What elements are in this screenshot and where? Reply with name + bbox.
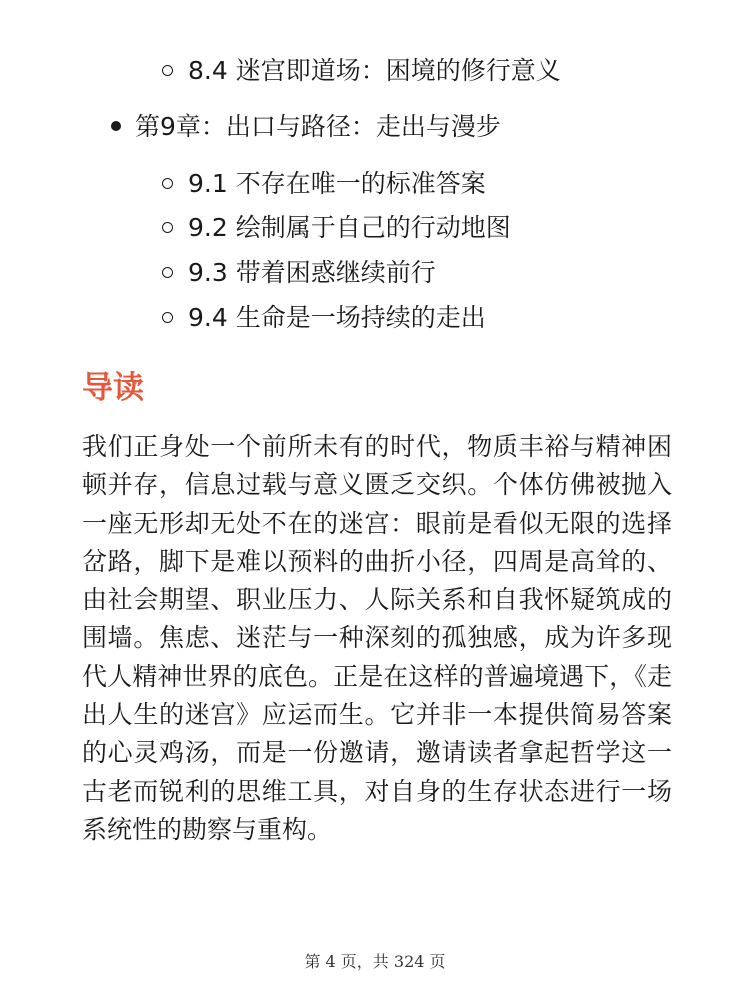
hollow-circle-bullet-icon	[162, 312, 173, 323]
toc-section-9-3	[162, 256, 436, 290]
filled-circle-bullet-icon	[111, 121, 121, 131]
toc-section-label: 9.2 绘制属于自己的行动地图	[188, 213, 511, 242]
toc-section-9-1	[162, 167, 486, 201]
toc-section-9-2	[162, 211, 511, 245]
intro-heading: 导读	[82, 370, 144, 406]
hollow-circle-bullet-icon	[162, 267, 173, 278]
hollow-circle-bullet-icon	[162, 65, 173, 76]
hollow-circle-bullet-icon	[162, 178, 173, 189]
toc-section-label: 9.3 带着困惑继续前行	[188, 258, 436, 287]
toc-section-label: 8.4 迷宫即道场：困境的修行意义	[188, 56, 561, 85]
toc-section-9-4	[162, 301, 486, 335]
toc-chapter-9	[111, 110, 501, 144]
toc-section-8-4	[162, 54, 561, 88]
intro-paragraph: 我们正身处一个前所未有的时代，物质丰裕与精神困顿并存，信息过载与意义匮乏交织。个体仿佛被抛入一座无形却无处不在的迷宫：眼前是看似无限的选择岔路，脚下是难以预料的曲折小径，四周是高耸的、由社会期望、职业压力、人际关系和自我怀疑筑成的围墙。焦虑、迷茫与一种深刻的孤独感，成为许多现代人精神世界的底色。正是在这样的普遍境遇下，《走出人生的迷宫》应运而生。它并非一本提供简易答案的心灵鸡汤，而是一份邀请，邀请读者拿起哲学这一古老而锐利的思维工具，对自身的生存状态进行一场系统性的勘察与重构。	[82, 432, 672, 844]
toc-chapter-label: 第9章：出口与路径：走出与漫步	[135, 112, 501, 141]
toc-section-label: 9.1 不存在唯一的标准答案	[188, 169, 486, 198]
hollow-circle-bullet-icon	[162, 222, 173, 233]
toc-section-label: 9.4 生命是一场持续的走出	[188, 303, 486, 332]
page-indicator: 第 4 页，共 324 页	[304, 952, 446, 971]
